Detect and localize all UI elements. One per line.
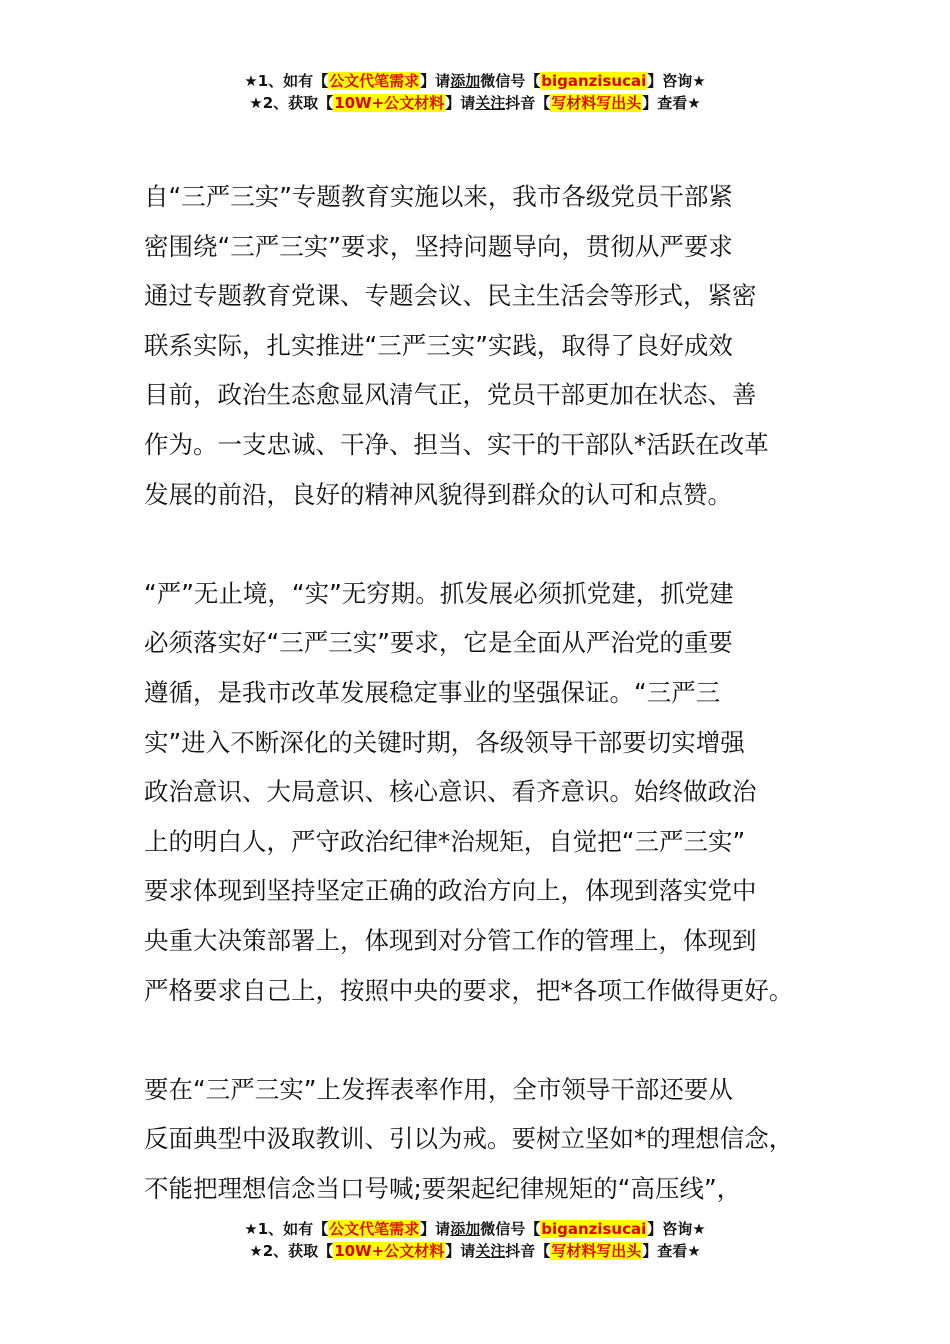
highlight-text: 10W+公文材料 (334, 1242, 445, 1260)
banner-text: ★1、如有【 (244, 1220, 329, 1238)
text-line: 必须落实好“三严三实”要求，它是全面从严治党的重要 (144, 628, 733, 658)
document-body (144, 172, 834, 1213)
paragraph (144, 172, 834, 519)
text-line: “严”无止境，“实”无穷期。抓发展必须抓党建，抓党建 (144, 578, 734, 608)
header-banner (0, 70, 950, 114)
text-line: 央重大决策部署上，体现到对分管工作的管理上，体现到 (144, 925, 757, 955)
paragraph-gap (144, 519, 834, 569)
banner-text: ★2、获取【 (249, 94, 334, 112)
highlight-text: 公文代笔需求 (329, 72, 420, 90)
banner-text: 】请 (420, 72, 451, 90)
paragraph (144, 569, 834, 1015)
paragraph (144, 1065, 834, 1214)
text-line: 目前，政治生态愈显风清气正，党员干部更加在状态、善 (144, 380, 757, 410)
underlined-text: 添加 (450, 72, 481, 90)
highlight-text: 公文代笔需求 (329, 1220, 420, 1238)
wechat-id: biganzisucai (541, 1220, 647, 1238)
underlined-text: 关注 (475, 94, 506, 112)
text-line: 联系实际，扎实推进“三严三实”实践，取得了良好成效 (144, 330, 733, 360)
douyin-id: 写材料写出头 (551, 94, 642, 112)
banner-text: ★1、如有【 (244, 72, 329, 90)
douyin-id: 写材料写出头 (551, 1242, 642, 1260)
banner-line-2 (0, 1240, 950, 1262)
banner-line-2 (0, 92, 950, 114)
text-line: 自“三严三实”专题教育实施以来，我市各级党员干部紧 (144, 182, 733, 211)
text-line: 反面典型中汲取教训、引以为戒。要树立坚如*的理想信念， (144, 1124, 794, 1154)
banner-text: 】咨询★ (647, 72, 706, 90)
banner-text: 】请 (445, 1242, 476, 1260)
text-line: 遵循，是我市改革发展稳定事业的坚强保证。“三严三 (144, 677, 721, 707)
banner-text: ★2、获取【 (249, 1242, 334, 1260)
text-line: 政治意识、大局意识、核心意识、看齐意识。始终做政治 (144, 777, 757, 807)
text-line: 密围绕“三严三实”要求，坚持问题导向，贯彻从严要求 (144, 231, 733, 261)
text-line: 发展的前沿，良好的精神风貌得到群众的认可和点赞。 (144, 479, 732, 509)
underlined-text: 添加 (450, 1220, 481, 1238)
text-line: 不能把理想信念当口号喊;要架起纪律规矩的“高压线”， (144, 1173, 742, 1203)
text-line: 作为。一支忠诚、干净、担当、实干的干部队*活跃在改革 (144, 429, 769, 459)
text-line: 要在“三严三实”上发挥表率作用，全市领导干部还要从 (144, 1074, 733, 1104)
banner-text: 】查看★ (642, 94, 701, 112)
highlight-text: 10W+公文材料 (334, 94, 445, 112)
wechat-id: biganzisucai (541, 72, 647, 90)
banner-text: 微信号【 (480, 1220, 541, 1238)
text-line: 要求体现到坚持坚定正确的政治方向上，体现到落实党中 (144, 876, 757, 906)
banner-text: 微信号【 (480, 72, 541, 90)
banner-text: 抖音【 (505, 1242, 551, 1260)
paragraph-gap (144, 1015, 834, 1065)
underlined-text: 关注 (475, 1242, 506, 1260)
footer-banner (0, 1218, 950, 1262)
banner-line-1 (0, 70, 950, 92)
banner-line-1 (0, 1218, 950, 1240)
text-line: 严格要求自己上，按照中央的要求，把*各项工作做得更好。 (144, 975, 794, 1005)
banner-text: 】请 (445, 94, 476, 112)
banner-text: 】咨询★ (647, 1220, 706, 1238)
text-line: 通过专题教育党课、专题会议、民主生活会等形式，紧密 (144, 281, 757, 311)
text-line: 实”进入不断深化的关键时期，各级领导干部要切实增强 (144, 727, 745, 757)
banner-text: 抖音【 (505, 94, 551, 112)
text-line: 上的明白人，严守政治纪律*治规矩，自觉把“三严三实” (144, 826, 746, 856)
banner-text: 】查看★ (642, 1242, 701, 1260)
banner-text: 】请 (420, 1220, 451, 1238)
